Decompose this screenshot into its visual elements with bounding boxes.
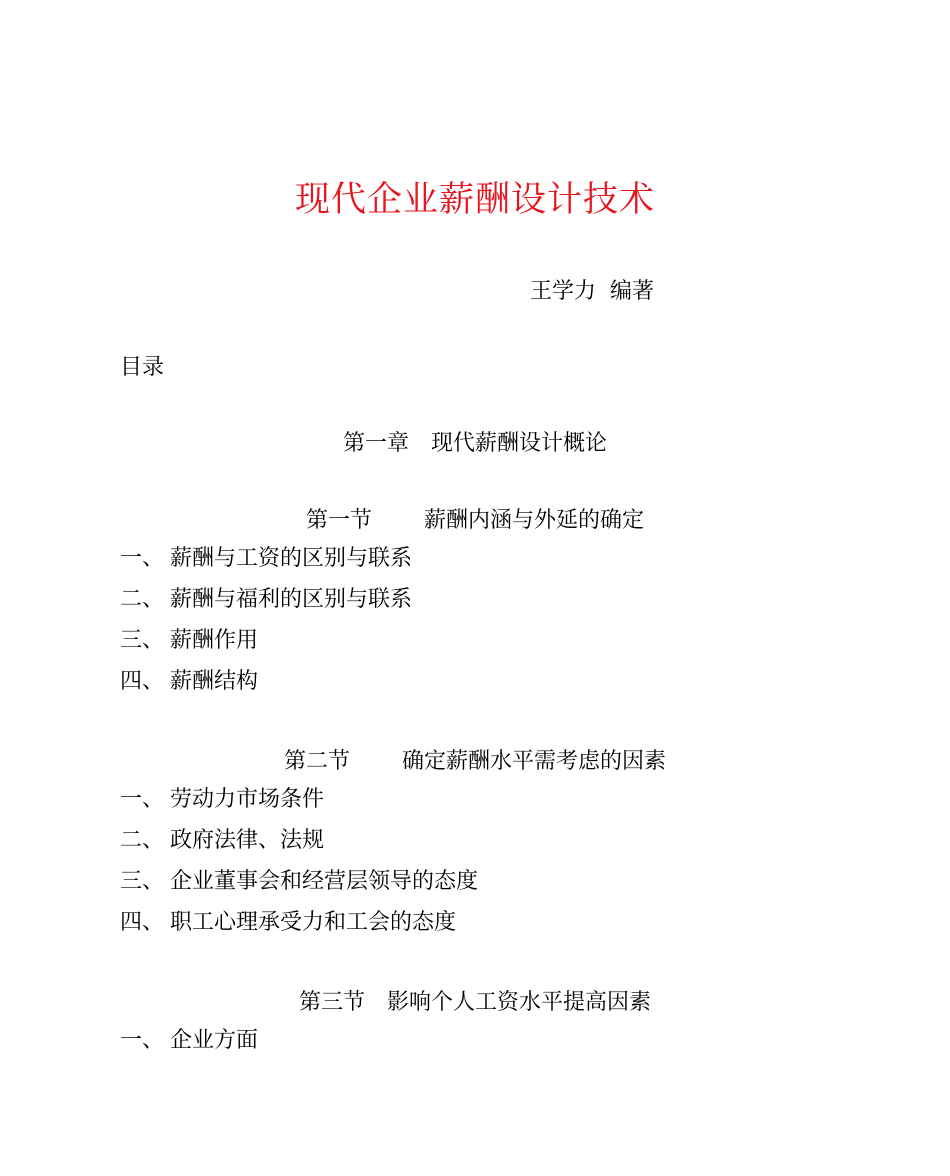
chapter-number: 第一章 <box>342 431 409 456</box>
section-title: 影响个人工资水平提高因素 <box>387 990 652 1015</box>
item-number: 一、 <box>120 787 165 812</box>
item-text: 企业董事会和经营层领导的态度 <box>170 869 479 894</box>
section-heading <box>0 987 950 1019</box>
toc-item <box>120 866 478 898</box>
item-number: 一、 <box>120 546 165 571</box>
toc-item <box>120 625 258 657</box>
chapter-title: 现代薪酬设计概论 <box>431 431 608 456</box>
section-number: 第三节 <box>298 990 365 1015</box>
document-title: 现代企业薪酬设计技术 <box>294 180 655 220</box>
toc-item <box>120 907 456 939</box>
toc-item <box>120 666 258 698</box>
item-number: 三、 <box>120 869 165 894</box>
toc-heading: 目录 <box>120 355 165 380</box>
section-number: 第一节 <box>305 508 372 533</box>
item-text: 企业方面 <box>170 1028 259 1053</box>
section-title: 确定薪酬水平需考虑的因素 <box>402 749 667 774</box>
section-heading <box>0 505 950 537</box>
item-text: 政府法律、法规 <box>170 828 325 853</box>
toc-item <box>120 784 324 816</box>
toc-item <box>120 825 324 857</box>
item-text: 职工心理承受力和工会的态度 <box>170 910 457 935</box>
item-text: 薪酬作用 <box>170 628 259 653</box>
item-number: 二、 <box>120 828 165 853</box>
item-number: 三、 <box>120 628 165 653</box>
item-number: 四、 <box>120 669 165 694</box>
item-text: 薪酬结构 <box>170 669 259 694</box>
item-text: 薪酬与福利的区别与联系 <box>170 587 413 612</box>
toc-item <box>120 543 412 575</box>
item-text: 劳动力市场条件 <box>170 787 325 812</box>
toc-item <box>120 584 412 616</box>
item-number: 四、 <box>120 910 165 935</box>
item-number: 一、 <box>120 1028 165 1053</box>
toc-item <box>120 1025 258 1057</box>
item-text: 薪酬与工资的区别与联系 <box>170 546 413 571</box>
section-title: 薪酬内涵与外延的确定 <box>424 508 645 533</box>
section-heading <box>0 746 950 778</box>
chapter-heading <box>0 428 950 460</box>
item-number: 二、 <box>120 587 165 612</box>
section-number: 第二节 <box>283 749 350 774</box>
author-line: 王学力 编著 <box>530 279 654 304</box>
